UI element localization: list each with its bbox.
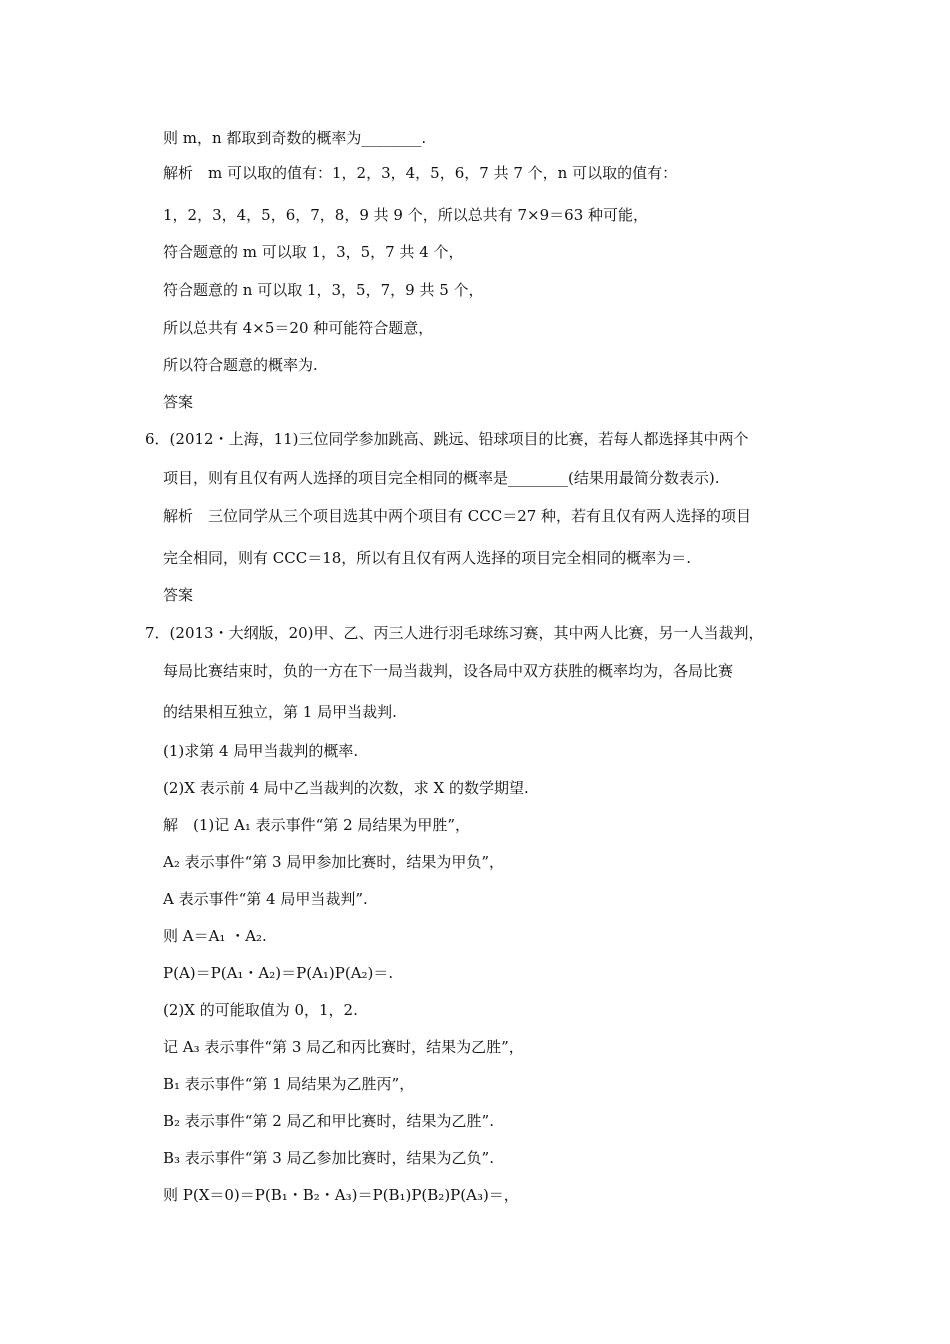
text-line: B₃ 表示事件“第 3 局乙参加比赛时，结果为乙负”. bbox=[163, 1149, 494, 1167]
text-line: 项目，则有且仅有两人选择的项目完全相同的概率是________(结果用最简分数表示). bbox=[163, 469, 720, 487]
text-line: 符合题意的 m 可以取 1，3，5，7 共 4 个， bbox=[163, 243, 464, 261]
text-line: 则 m，n 都取到奇数的概率为________. bbox=[163, 129, 427, 147]
text-line: 解 (1)记 A₁ 表示事件“第 2 局结果为甲胜”， bbox=[163, 816, 471, 834]
text-line: 每局比赛结束时，负的一方在下一局当裁判，设各局中双方获胜的概率均为，各局比赛 bbox=[163, 662, 734, 680]
text-line: A₂ 表示事件“第 3 局甲参加比赛时，结果为甲负”， bbox=[163, 853, 505, 871]
text-line: 所以总共有 4×5＝20 种可能符合题意， bbox=[163, 319, 434, 337]
text-line: B₁ 表示事件“第 1 局结果为乙胜丙”， bbox=[163, 1075, 415, 1093]
question-heading: 6．(2012・上海，11)三位同学参加跳高、跳远、铅球项目的比赛，若每人都选择其中两个 bbox=[145, 430, 749, 448]
answer-label: 答案 bbox=[163, 393, 194, 411]
text-line: 则 A＝A₁ ・A₂. bbox=[163, 927, 267, 945]
question-heading: 7．(2013・大纲版，20)甲、乙、丙三人进行羽毛球练习赛，其中两人比赛，另一人当裁判， bbox=[145, 624, 764, 642]
text-line: 则 P(X＝0)＝P(B₁・B₂・A₃)＝P(B₁)P(B₂)P(A₃)＝， bbox=[163, 1186, 519, 1204]
text-line: 解析 m 可以取的值有：1，2，3，4，5，6，7 共 7 个，n 可以取的值有： bbox=[163, 164, 678, 182]
answer-label: 答案 bbox=[163, 586, 194, 604]
text-line: 所以符合题意的概率为. bbox=[163, 356, 318, 374]
text-line: 完全相同，则有 CCC＝18，所以有且仅有两人选择的项目完全相同的概率为＝. bbox=[163, 549, 692, 567]
text-line: (2)X 表示前 4 局中乙当裁判的次数，求 X 的数学期望. bbox=[163, 779, 529, 797]
text-line: A 表示事件“第 4 局甲当裁判”. bbox=[163, 890, 368, 908]
text-line: (2)X 的可能取值为 0，1，2. bbox=[163, 1001, 358, 1019]
text-line: 的结果相互独立，第 1 局甲当裁判. bbox=[163, 703, 397, 721]
text-line: P(A)＝P(A₁・A₂)＝P(A₁)P(A₂)＝. bbox=[163, 964, 394, 982]
text-line: 符合题意的 n 可以取 1，3，5，7，9 共 5 个， bbox=[163, 281, 484, 299]
text-line: 1，2，3，4，5，6，7，8，9 共 9 个，所以总共有 7×9＝63 种可能， bbox=[163, 206, 649, 224]
text-line: (1)求第 4 局甲当裁判的概率. bbox=[163, 742, 359, 760]
text-line: 记 A₃ 表示事件“第 3 局乙和丙比赛时，结果为乙胜”， bbox=[163, 1038, 524, 1056]
text-line: 解析 三位同学从三个项目选其中两个项目有 CCC＝27 种，若有且仅有两人选择的项目 bbox=[163, 507, 752, 525]
text-line: B₂ 表示事件“第 2 局乙和甲比赛时，结果为乙胜”. bbox=[163, 1112, 494, 1130]
